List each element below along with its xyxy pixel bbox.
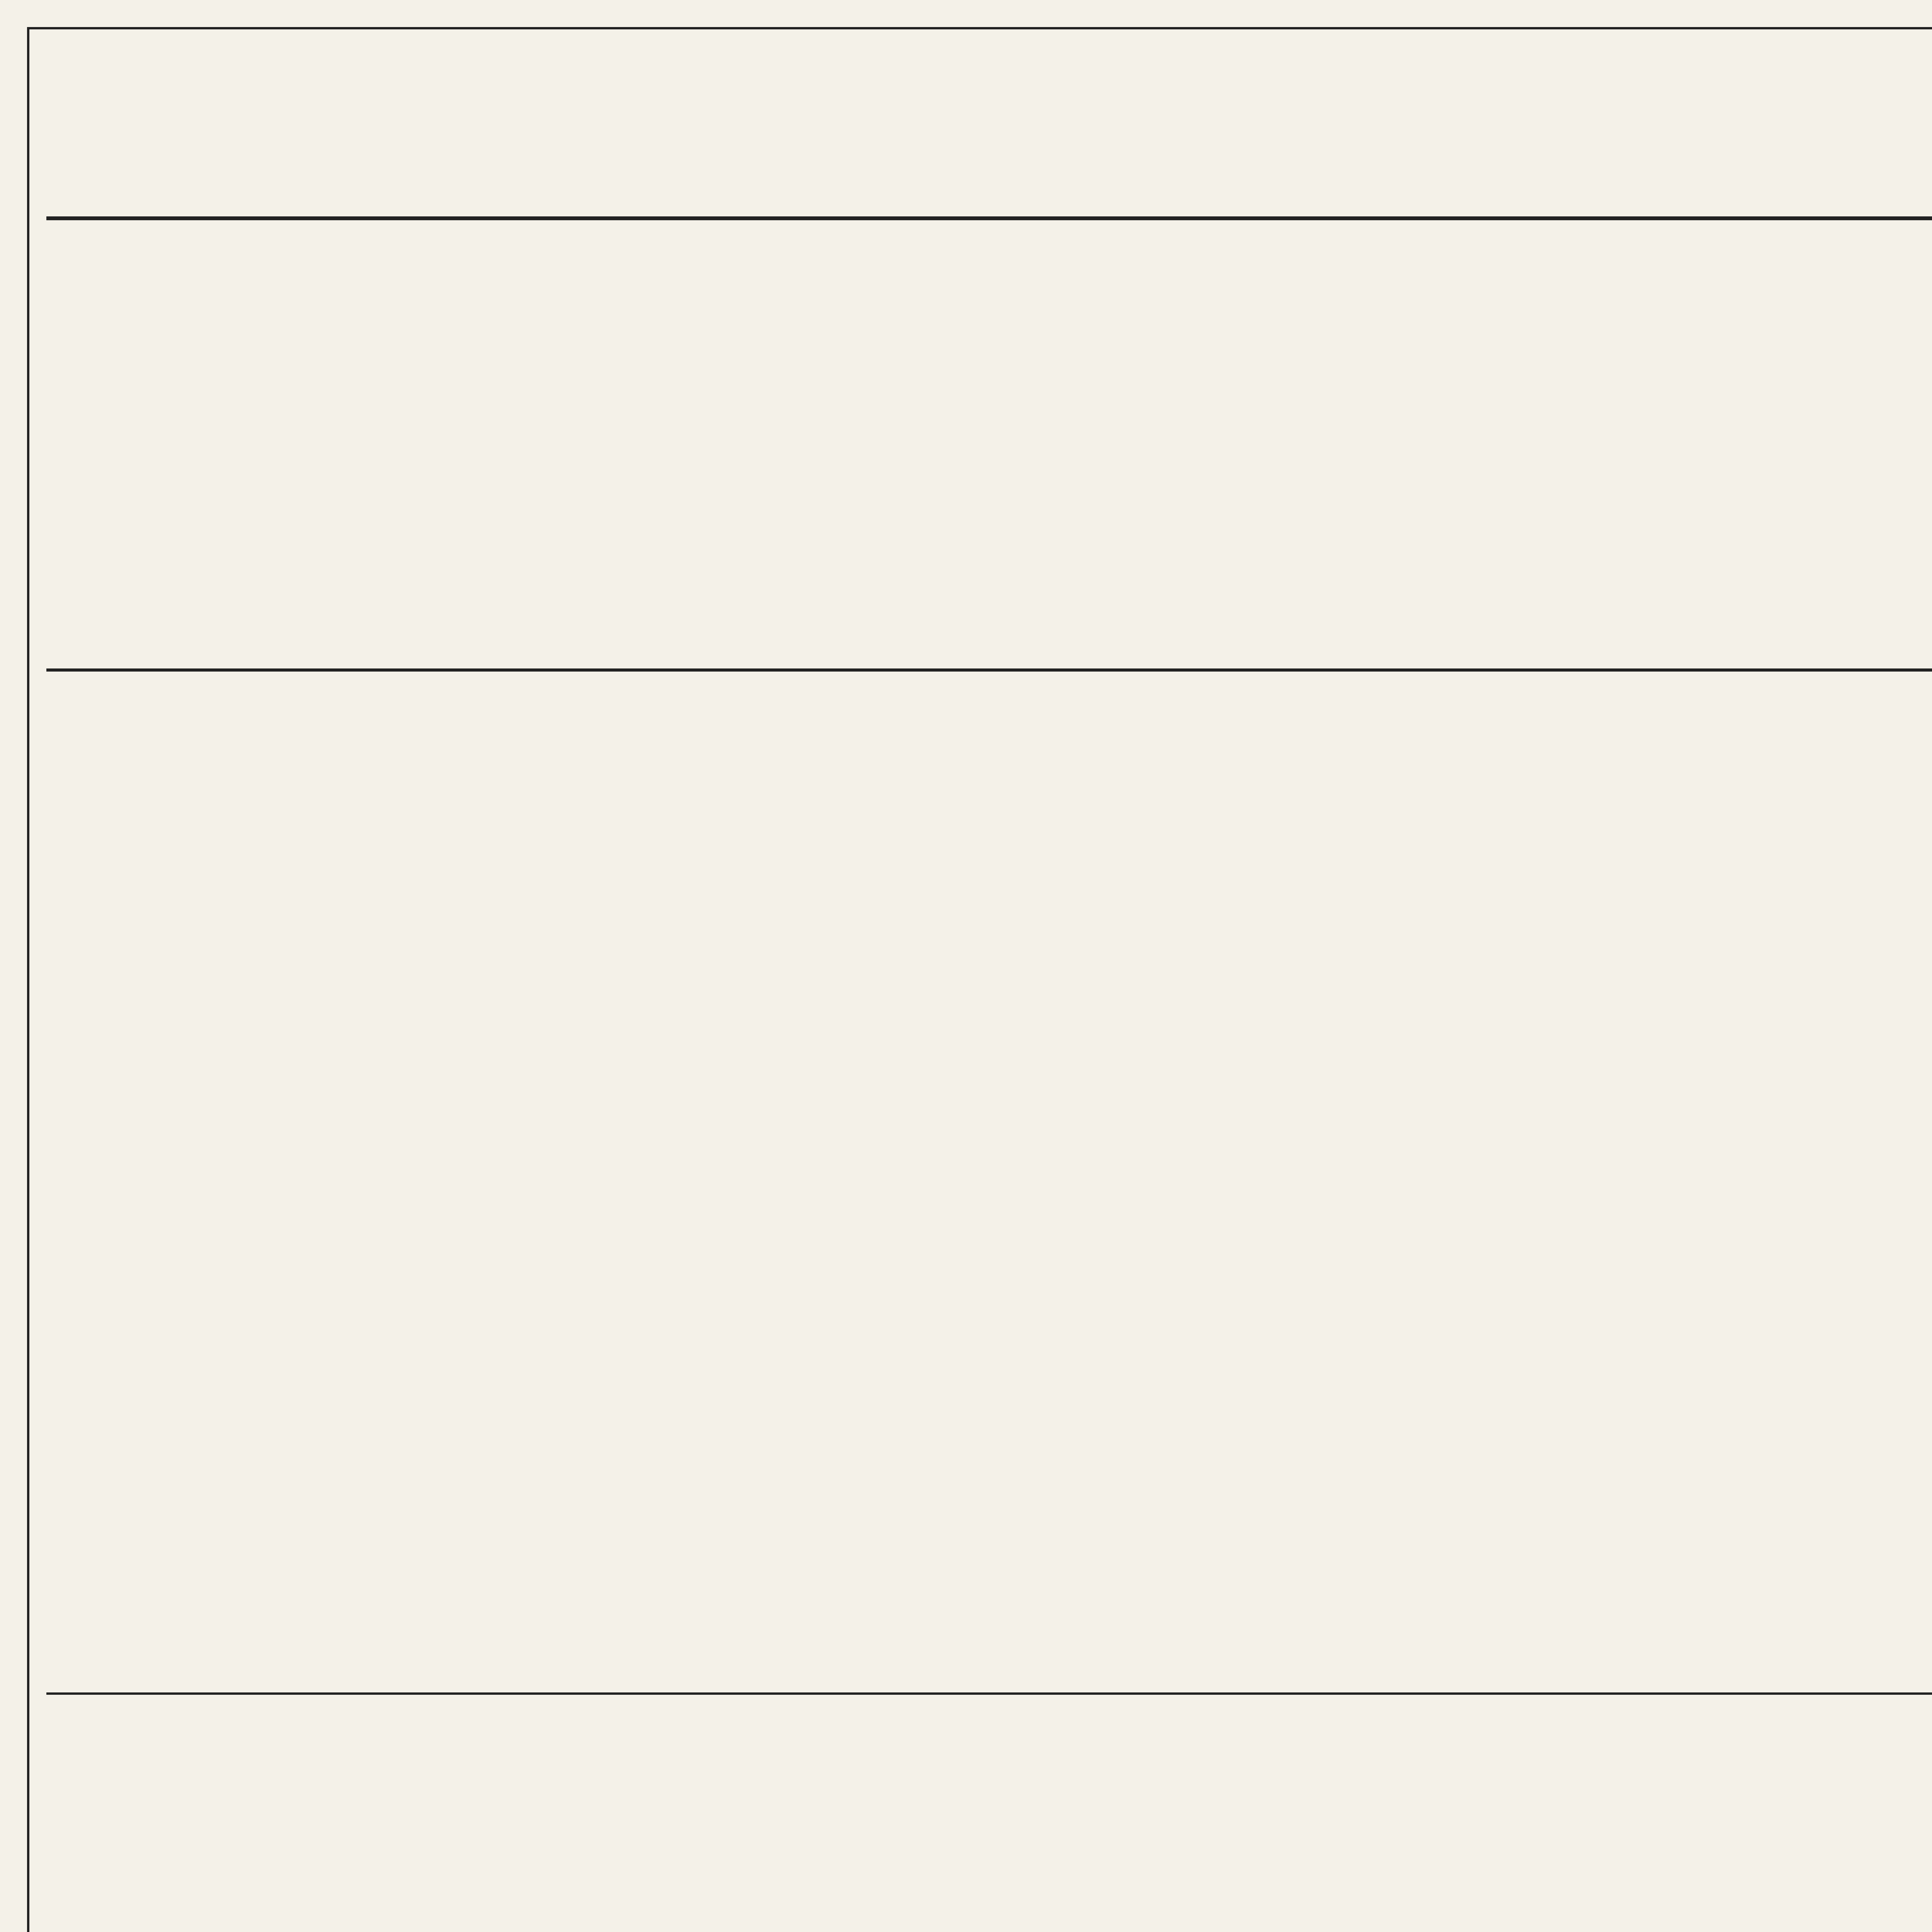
important-telegrams-banner xyxy=(1816,734,1932,1275)
masthead-rule xyxy=(46,216,1932,220)
masthead xyxy=(46,97,1932,213)
lower-right-notices xyxy=(1874,1708,1932,1932)
section-rule-1 xyxy=(46,668,1932,672)
section-rule-2 xyxy=(46,1692,1932,1695)
donor-list-area xyxy=(46,1708,1862,1932)
middle-news-area xyxy=(46,680,1808,1685)
donation-notice-body xyxy=(1878,1708,1932,1932)
top-news-columns xyxy=(77,240,1932,661)
